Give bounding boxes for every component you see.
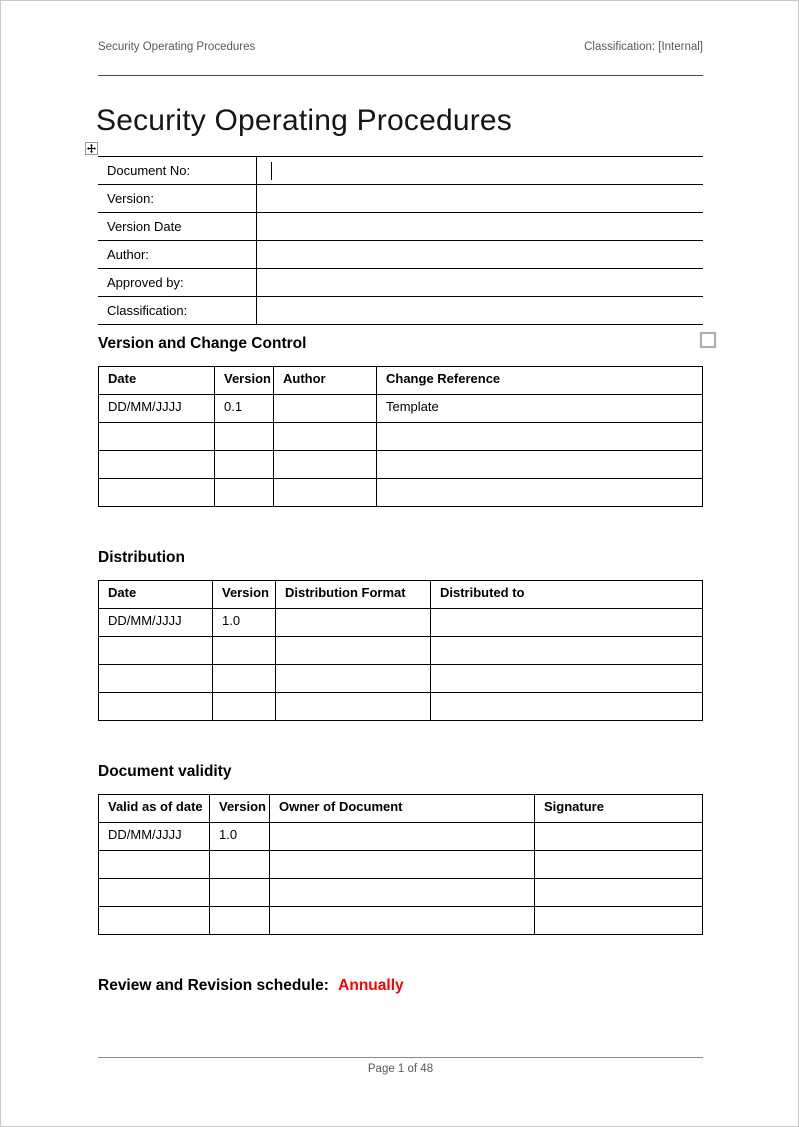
table-cell[interactable]	[215, 479, 274, 507]
info-value[interactable]	[256, 297, 703, 325]
table-resize-handle[interactable]	[700, 332, 716, 348]
review-schedule-label: Review and Revision schedule:	[98, 977, 329, 994]
section-heading-version-change-control: Version and Change Control	[98, 335, 307, 352]
table-cell[interactable]	[270, 823, 535, 851]
distribution-table	[98, 580, 703, 721]
header-document-name: Security Operating Procedures	[98, 41, 256, 53]
table-cell[interactable]	[210, 879, 270, 907]
table-cell[interactable]	[274, 451, 377, 479]
table-cell[interactable]	[99, 851, 210, 879]
table-row	[99, 693, 703, 721]
info-value[interactable]	[256, 157, 703, 185]
column-header: Version	[210, 795, 270, 823]
table-cell[interactable]: DD/MM/JJJJ	[99, 609, 213, 637]
column-header: Owner of Document	[270, 795, 535, 823]
table-cell[interactable]	[213, 693, 276, 721]
column-header: Distributed to	[431, 581, 703, 609]
table-cell[interactable]	[99, 693, 213, 721]
table-cell[interactable]	[270, 879, 535, 907]
table-cell[interactable]	[276, 609, 431, 637]
table-cell[interactable]	[99, 907, 210, 935]
info-row	[98, 185, 703, 213]
table-cell[interactable]	[99, 637, 213, 665]
column-header: Version	[213, 581, 276, 609]
column-header: Valid as of date	[99, 795, 210, 823]
table-row	[99, 879, 703, 907]
column-header: Version	[215, 367, 274, 395]
table-row	[99, 479, 703, 507]
table-row	[99, 851, 703, 879]
table-cell[interactable]	[274, 423, 377, 451]
info-label: Author:	[98, 241, 256, 269]
info-label: Approved by:	[98, 269, 256, 297]
table-cell[interactable]	[535, 879, 703, 907]
table-cell[interactable]	[274, 395, 377, 423]
info-value[interactable]	[256, 185, 703, 213]
table-cell[interactable]: DD/MM/JJJJ	[99, 823, 210, 851]
column-header: Signature	[535, 795, 703, 823]
table-cell[interactable]	[210, 907, 270, 935]
table-cell[interactable]	[377, 451, 703, 479]
column-header: Change Reference	[377, 367, 703, 395]
info-label: Version:	[98, 185, 256, 213]
column-header: Date	[99, 581, 213, 609]
table-cell[interactable]	[210, 851, 270, 879]
table-cell[interactable]	[431, 693, 703, 721]
version-change-control-table	[98, 366, 703, 507]
table-cell[interactable]: Template	[377, 395, 703, 423]
review-schedule-line	[98, 977, 404, 995]
table-cell[interactable]	[213, 637, 276, 665]
table-row	[99, 395, 703, 423]
page-footer	[98, 1057, 703, 1075]
four-way-arrow-icon	[87, 144, 96, 153]
table-cell[interactable]	[215, 423, 274, 451]
table-row	[99, 423, 703, 451]
table-row	[99, 907, 703, 935]
table-cell[interactable]	[276, 637, 431, 665]
table-cell[interactable]: 0.1	[215, 395, 274, 423]
document-title: Security Operating Procedures	[96, 104, 513, 137]
header-row	[99, 581, 703, 609]
header-row	[99, 367, 703, 395]
table-cell[interactable]	[99, 879, 210, 907]
info-value[interactable]	[256, 269, 703, 297]
info-value[interactable]	[256, 213, 703, 241]
info-row	[98, 241, 703, 269]
table-cell[interactable]	[377, 423, 703, 451]
table-cell[interactable]	[215, 451, 274, 479]
table-row	[99, 451, 703, 479]
table-cell[interactable]	[276, 693, 431, 721]
info-value[interactable]	[256, 241, 703, 269]
table-move-icon[interactable]	[85, 142, 98, 155]
page-header	[98, 41, 703, 76]
table-row	[99, 823, 703, 851]
table-cell[interactable]	[431, 609, 703, 637]
header-row	[99, 795, 703, 823]
info-row	[98, 157, 703, 185]
info-label: Classification:	[98, 297, 256, 325]
table-row	[99, 665, 703, 693]
table-cell[interactable]: DD/MM/JJJJ	[99, 395, 215, 423]
info-label: Document No:	[98, 157, 256, 185]
table-cell[interactable]	[213, 665, 276, 693]
section-heading-document-validity: Document validity	[98, 763, 232, 780]
column-header: Author	[274, 367, 377, 395]
header-classification: Classification: [Internal]	[584, 41, 703, 53]
table-cell[interactable]	[274, 479, 377, 507]
column-header: Date	[99, 367, 215, 395]
text-cursor	[271, 162, 273, 180]
table-cell[interactable]: 1.0	[213, 609, 276, 637]
section-heading-distribution: Distribution	[98, 549, 185, 566]
document-validity-table	[98, 794, 703, 935]
info-row	[98, 269, 703, 297]
table-cell[interactable]	[431, 665, 703, 693]
table-cell[interactable]	[377, 479, 703, 507]
table-cell[interactable]: 1.0	[210, 823, 270, 851]
table-cell[interactable]	[99, 423, 215, 451]
table-cell[interactable]	[535, 907, 703, 935]
table-cell[interactable]	[99, 451, 215, 479]
table-cell[interactable]	[431, 637, 703, 665]
info-label: Version Date	[98, 213, 256, 241]
table-row	[99, 637, 703, 665]
table-cell[interactable]	[99, 479, 215, 507]
info-row	[98, 297, 703, 325]
info-row	[98, 213, 703, 241]
page-number: Page 1 of 48	[367, 1063, 434, 1075]
table-row	[99, 609, 703, 637]
table-cell[interactable]	[535, 823, 703, 851]
document-info-table	[98, 156, 703, 325]
table-cell[interactable]	[99, 665, 213, 693]
table-cell[interactable]	[270, 907, 535, 935]
column-header: Distribution Format	[276, 581, 431, 609]
table-cell[interactable]	[276, 665, 431, 693]
table-cell[interactable]	[535, 851, 703, 879]
review-schedule-value: Annually	[338, 977, 404, 994]
table-cell[interactable]	[270, 851, 535, 879]
